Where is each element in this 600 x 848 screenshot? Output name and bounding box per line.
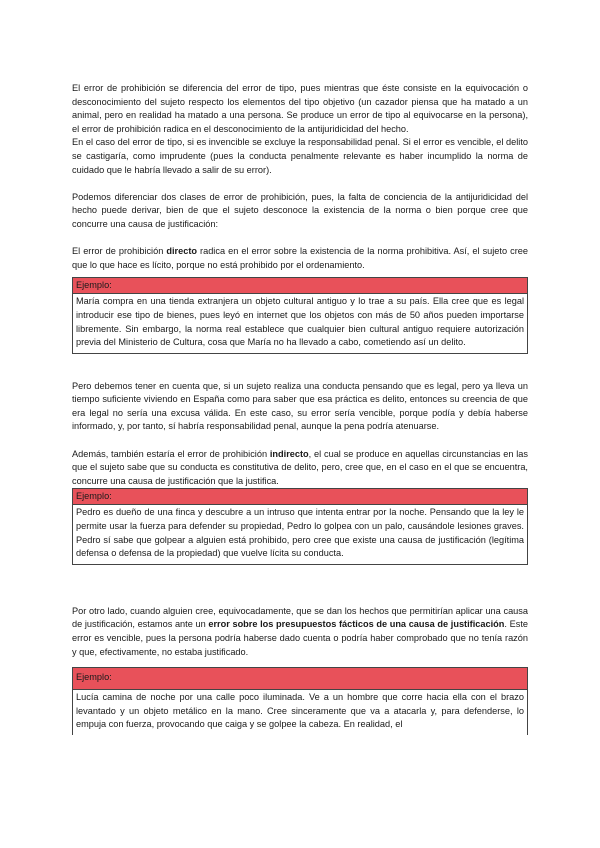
bold-term: directo — [166, 246, 197, 257]
spacer — [72, 232, 528, 246]
text-segment: . Este error es vencible, pues la persona podría haberse dado cuenta o podría haber comprobado que no tenía razón y que, efectivamente, no estaba justificado. — [72, 619, 528, 657]
example-body: Lucía camina de noche por una calle poco iluminada. Ve a un hombre que corre hacia ella con el brazo levantado y un objeto metálico en la mano. Cree sinceramente que va a atacarla y, para defenderse, lo empuja con fuerza, provocando que caiga y se golpee la cabeza. En realidad, el — [76, 692, 524, 730]
text-segment: Por otro lado, cuando alguien cree, equivocadamente, que se dan los hechos que permitirían aplicar una causa de justificación, estamos ante un — [72, 605, 528, 630]
example-body: María compra en una tienda extranjera un objeto cultural antiguo y lo trae a su país. Ella cree que es legal introducir ese tipo de bienes, pues leyó en internet que los objetos con más de 50 años pueden importarse libremente. Sin embargo, la norma real establece que cualquier bien cultural antiguo requiere autorización previa del Ministerio de Cultura, cosa que María no ha llevado a cabo, cometiendo así un delito. — [76, 296, 524, 348]
example-body: Pedro es dueño de una finca y descubre a un intruso que intenta entrar por la noche. Pensando que la ley le permite usar la fuerza para defender su propiedad, Pedro lo golpea con un palo, causándole lesiones graves. Pedro sí sabe que golpear a alguien está prohibido, pero cree que existe una causa de justificación (legítima defensa o defensa de la propiedad) que vuelve lícita su conducta. — [76, 507, 524, 559]
text-segment: , el cual se produce en aquellas circunstancias en las que el sujeto sabe que su conducta es constitutiva de delito, pero, cree que, en el caso en el que se encuentra, concurre una causa de justificación que la justifica. — [72, 448, 528, 486]
example-header: Ejemplo: — [73, 668, 527, 690]
paragraph-error-directo — [72, 245, 528, 272]
example-box-2 — [72, 488, 528, 564]
example-box-1 — [72, 277, 528, 353]
text-segment: Además, también estaría el error de prohibición — [72, 448, 270, 459]
paragraph-error-indirecto — [72, 448, 528, 489]
spacer — [72, 177, 528, 191]
paragraph-presupuestos-facticos — [72, 605, 528, 659]
text-segment: radica en el error sobre la existencia de la norma prohibitiva. Así, el sujeto cree que lo que hace es lícito, porque no está prohibido por el ordenamiento. — [72, 246, 528, 270]
paragraph-error-vencible: Pero debemos tener en cuenta que, si un sujeto realiza una conducta pensando que es legal, pero ya lleva un tiempo suficiente viviendo en España como para saber que esa práctica es delito, entonces su creencia de que era legal no sería una excusa válida. En este caso, su error sería vencible, porque podía y debía haberse informado, y, por tanto, sí habría responsabilidad penal, aunque la pena podría atenuarse. — [72, 380, 528, 432]
example-header: Ejemplo: — [73, 278, 527, 294]
paragraph-text: El error de prohibición se diferencia del error de tipo, pues mientras que éste consiste en la equivocación o desconocimiento del sujeto respecto los elementos del tipo objetivo (un cazador piensa que ha matado a un animal, pero en realidad ha matado a una persona. Se produce un error de tipo al equivocarse en la persona), el error de prohibición radica en el desconocimiento de la antijuridicidad del hecho. — [72, 83, 528, 134]
bold-term: indirecto — [269, 448, 309, 459]
example-header: Ejemplo: — [73, 489, 527, 505]
paragraph-dos-clases: Podemos diferenciar dos clases de error de prohibición, pues, la falta de conciencia de la antijuridicidad del hecho puede derivar, bien de que el sujeto desconoce la existencia de la norma o bien porque cree que concurre una causa de justificación: — [72, 191, 528, 229]
paragraph-text: En el caso del error de tipo, si es invencible se excluye la responsabilidad penal. Si el error es vencible, el delito se castigaría, como imprudente (pues la conducta penalmente relevante es haber incumplido la norma de cuidado que le habría llevado a salir de su error). — [72, 137, 528, 175]
paragraph-error-prohibicion-vs-tipo — [72, 82, 528, 177]
example-box-3 — [72, 667, 528, 735]
spacer — [72, 434, 528, 448]
text-segment: El error de prohibición — [72, 246, 167, 257]
bold-term: error sobre los presupuestos fácticos de una causa de justificación — [208, 619, 505, 630]
document-page — [72, 82, 528, 735]
